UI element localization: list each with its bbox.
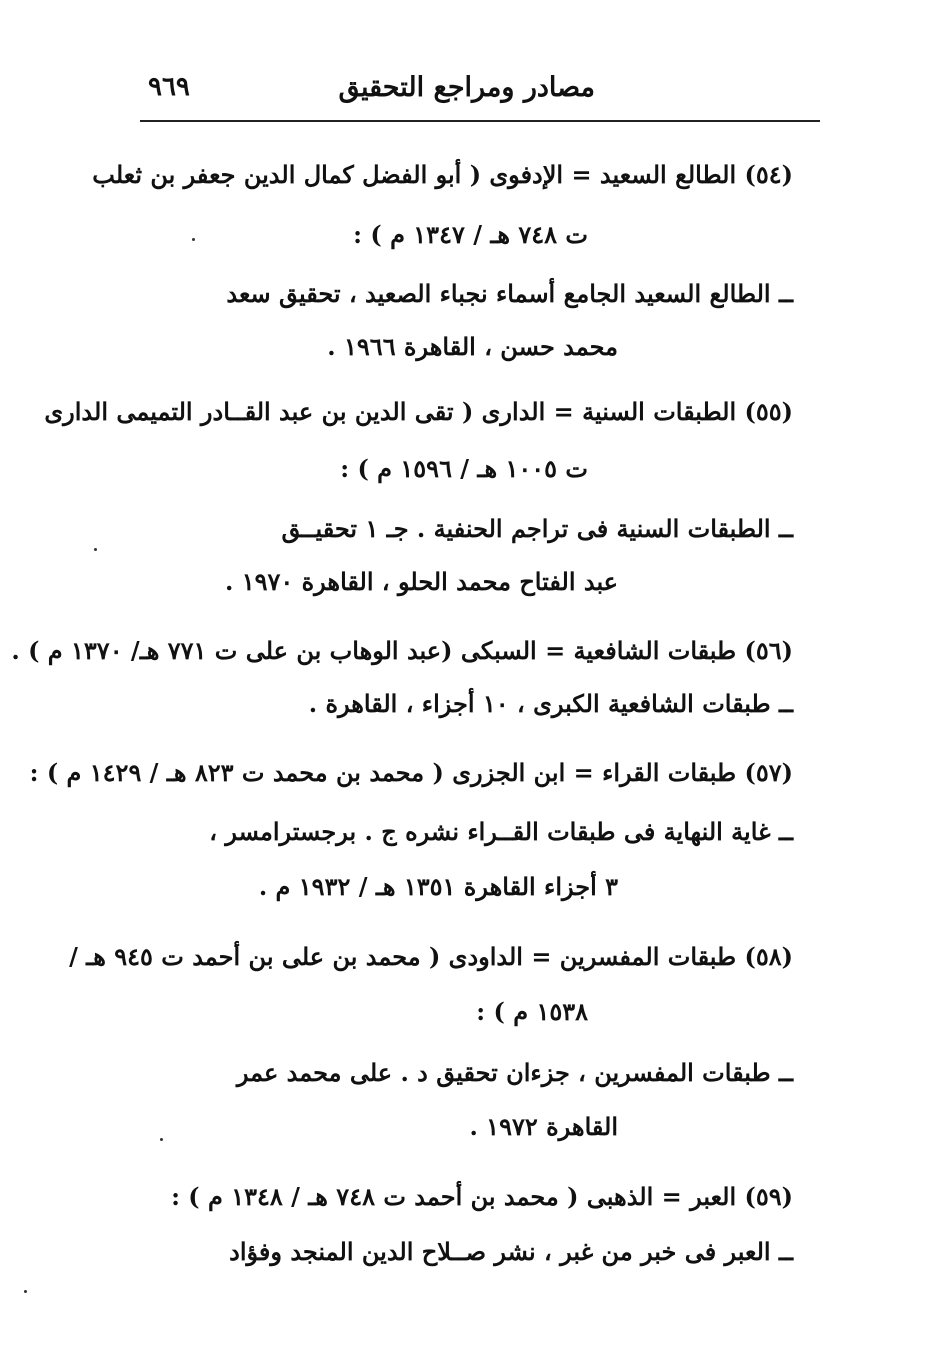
entry-59-heading: (٥٩) العبر = الذهبى ( محمد بن أحمد ت ٧٤٨ هـ / ١٣٤٨ م ) :: [171, 1182, 793, 1211]
entry-54-heading: (٥٤) الطالع السعيد = الإدفوى ( أبو الفضل كمال الدين جعفر بن ثعلب: [92, 160, 793, 189]
entry-55-heading: (٥٥) الطبقات السنية = الدارى ( تقى الدين بن عبد القــادر التميمى الدارى: [44, 397, 793, 426]
scan-speck: [160, 1138, 163, 1141]
entry-58-heading-cont: ١٥٣٨ م ) :: [476, 997, 588, 1026]
entry-55-heading-cont: ت ١٠٠٥ هـ / ١٥٩٦ م ) :: [340, 454, 588, 483]
entry-59-work: ــ العبر فى خبر من غبر ، نشر صــلاح الدين المنجد وفؤاد: [229, 1237, 793, 1266]
scan-speck: [24, 1290, 27, 1293]
entry-56-heading: (٥٦) طبقات الشافعية = السبكى (عبد الوهاب بن على ت ٧٧١ هـ/ ١٣٧٠ م ) .: [11, 636, 793, 665]
entry-57-heading: (٥٧) طبقات القراء = ابن الجزرى ( محمد بن محمد ت ٨٢٣ هـ / ١٤٢٩ م ) :: [29, 758, 793, 787]
entry-57-work: ــ غاية النهاية فى طبقات القــراء نشره ج . برجسترامسر ،: [209, 817, 793, 846]
page-number: ٩٦٩: [148, 72, 190, 102]
entry-55-work-cont: عبد الفتاح محمد الحلو ، القاهرة ١٩٧٠ .: [224, 567, 618, 596]
entry-54-work: ــ الطالع السعيد الجامع أسماء نجباء الصعيد ، تحقيق سعد: [226, 279, 793, 308]
entry-58-work: ــ طبقات المفسرين ، جزءان تحقيق د . على محمد عمر: [236, 1058, 793, 1087]
entry-58-heading: (٥٨) طبقات المفسرين = الداودى ( محمد بن على بن أحمد ت ٩٤٥ هـ /: [69, 942, 793, 971]
entry-55-work: ــ الطبقات السنية فى تراجم الحنفية . جـ ١ تحقيــق: [281, 514, 793, 543]
scan-speck: [94, 548, 97, 551]
entry-57-work-cont: ٣ أجزاء القاهرة ١٣٥١ هـ / ١٩٣٢ م .: [258, 872, 618, 901]
entry-54-heading-cont: ت ٧٤٨ هـ / ١٣٤٧ م ) :: [353, 220, 588, 249]
entry-56-work: ــ طبقات الشافعية الكبرى ، ١٠ أجزاء ، القاهرة .: [308, 689, 793, 718]
scan-speck: [192, 238, 195, 241]
entry-54-work-cont: محمد حسن ، القاهرة ١٩٦٦ .: [327, 332, 618, 361]
running-title: مصادر ومراجع التحقيق: [338, 72, 595, 103]
entry-58-work-cont: القاهرة ١٩٧٢ .: [469, 1112, 618, 1141]
